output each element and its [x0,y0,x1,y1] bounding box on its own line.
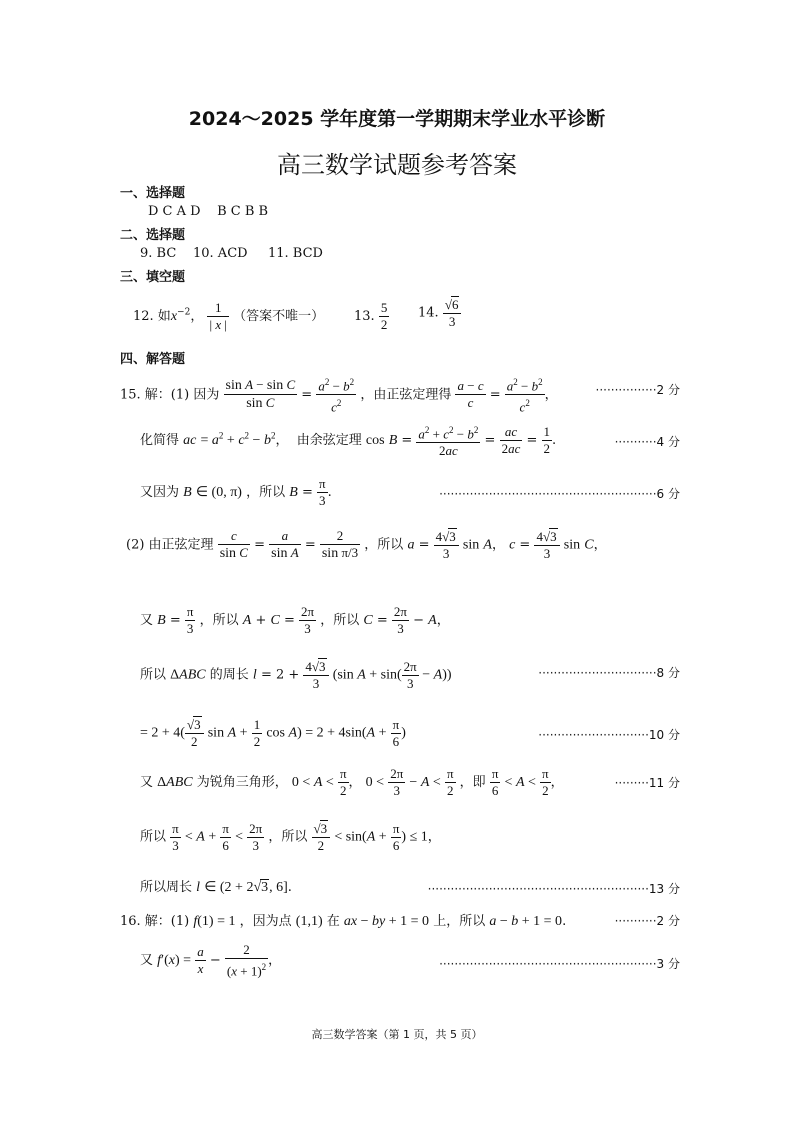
document-subtitle: 高三数学试题参考答案 [277,151,517,179]
q16-score-2: ·························································3 分 [439,957,680,971]
q15-score-7: ··························································13 分 [427,882,680,896]
q15-score-3-value: 6 分 [656,487,680,501]
q16-score-2-value: 3 分 [656,957,680,971]
q15-score-3: ·························································6 分 [439,487,680,501]
q15-line-5-text-b: ，所以 [199,613,239,628]
q15-line-2: 化简得 ac = $a^2 + c^2 - b^2$， 由余弦定理 cos B = $\frac{a^2 + c^2 - b^2}{2ac}$ = $\frac{ac}{2ac}$ = $\frac{1}{2}$ . [140,422,556,459]
answer-14: 14. $\frac{√6}{3}$ [418,296,461,330]
q15-score-6-value: 11 分 [648,776,680,790]
answer-14-label: 14. [418,305,439,321]
q15-line-5-text-a: 又 [140,613,154,628]
section-2-heading: 二、选择题 [120,228,186,243]
q15-score-5: ·····························10 分 [538,728,680,742]
q15-score-6: ·········11 分 [614,776,680,790]
q15-line-9: 所以 $\frac{\pi}{3}$ < A + $\frac{\pi}{6}$ < $\frac{2\pi}{3}$ ，所以 $\frac{√3}{2}$ < sin(A + $\frac{\pi}{6}$ ) ≤ 1， [140,820,441,853]
q15-line-5: 又 B = $\frac{\pi}{3}$ ，所以 A + C = $\frac{2\pi}{3}$ ，所以 C = $\frac{2\pi}{3}$ − A， [140,604,450,636]
page-footer: 高三数学答案（第 1 页，共 5 页） [311,1028,483,1041]
q15-score-2-value: 4 分 [656,435,680,449]
section-4-heading: 四、解答题 [120,352,186,367]
q15-line-7: = 2 + 4( $\frac{√3}{2}$ sin A + $\frac{1}{2}$ cos A) = 2 + 4sin(A + $\frac{\pi}{6}$ ) [140,716,406,749]
q15-line-6-text-a: 所以 [140,667,167,683]
answer-9: 9. BC [140,246,177,261]
q16-line-1-text-a: 16. 解：(1) [120,914,190,929]
q15-line-8-text-b: 为锐角三角形， [196,775,288,790]
q16-score-1-value: 2 分 [656,914,680,928]
q15-line-8: 又 ΔABC 为锐角三角形， 0 < A < $\frac{\pi}{2}$ ， 0 < $\frac{2\pi}{3}$ − A < $\frac{\pi}{2}$ ，即 $\frac{\pi}{6}$ < A < $\frac{\pi}{2}$ ， [140,766,564,798]
q15-score-4-value: 8 分 [656,666,680,680]
q15-line-1-text-a: 15. 解：(1) 因为 [120,387,220,403]
q15-score-4: ·······························8 分 [538,666,680,680]
q16-line-1-text-b: ，因为点 [239,914,292,929]
q15-line-4-text-a: (2) 由正弦定理 [126,537,214,553]
q15-line-2-text-b: 由余弦定理 [296,433,362,449]
q15-line-5-text-c: ，所以 [320,613,360,628]
q16-line-1-text-c: 在 [326,914,340,929]
q15-line-4: (2) 由正弦定理 $\frac{c}{\text{sin C}}$ = $\frac{a}{\text{sin A}}$ = $\frac{2}{\text{sin π/3}}$ ，所以 a = $\frac{4√3}{3}$ sin A， c = $\frac{4√3}{3}$ sin C， [126,528,607,561]
q15-line-4-text-b: ，所以 [364,537,404,553]
q15-line-8-text-a: 又 [140,775,154,790]
q15-score-2: ···········4 分 [614,435,680,449]
q15-line-10: 所以周长 l ∈ (2 + 2√3, 6]. [140,880,292,895]
q15-score-1: ················2 分 [595,383,680,397]
answer-12-note: （答案不唯一） [233,309,325,324]
q15-line-8-text-c: ，即 [459,775,486,790]
q16-line-2-text-a: 又 [140,953,154,969]
document-title: 2024～2025 学年度第一学期期末学业水平诊断 [188,108,606,130]
q15-line-3-text-b: ，所以 [246,485,286,500]
q15-line-9-text-a: 所以 [140,829,167,845]
answer-13: 13. $\frac{5}{2}$ [354,300,388,332]
answer-12-fraction: $\frac{1}{| x |}$ [209,300,227,332]
q15-line-6-text-b: 的周长 [209,667,249,683]
answer-13-label: 13. [354,309,375,324]
section-3-heading: 三、填空题 [120,270,186,285]
q16-line-2: 又 f′(x) = $\frac{a}{x}$ − $\frac{2}{(x + 1)^2}$ ， [140,942,282,979]
q15-line-9-text-b: ，所以 [268,829,308,845]
answer-12: 12. 如$x^{-2}$， $\frac{1}{| x |}$ （答案不唯一） [133,300,325,332]
q16-line-1-text-d: 上，所以 [433,914,486,929]
q15-score-1-value: 2 分 [656,383,680,397]
q15-line-6: 所以 ΔABC 的周长 l = 2 + $\frac{4√3}{3}$ (sin A + sin( $\frac{2\pi}{3}$ − A)) [140,658,452,691]
answer-11: 11. BCD [268,246,323,261]
q15-line-2-text-a: 化简得 [140,433,180,449]
q15-score-5-value: 10 分 [648,728,680,742]
q15-line-1: 15. 解：(1) 因为 $\frac{\text{sin A − sin C}}{\text{sin C}}$ = $\frac{a^2 - b^2}{c^2}$ ，由正弦定理得 $\frac{a - c}{c}$ = $\frac{a^2 - b^2}{c^2}$ ， [120,374,558,416]
section-1-heading: 一、选择题 [120,186,186,201]
answer-10: 10. ACD [193,246,248,261]
q16-line-1: 16. 解：(1) f(1) = 1 ，因为点 (1,1) 在 ax − by + 1 = 0 上，所以 a − b + 1 = 0. [120,914,567,929]
section-1-answers: D C A D B C B B [148,204,269,219]
q15-score-7-value: 13 分 [648,882,680,896]
q15-line-10-text-a: 所以周长 [140,880,193,895]
q15-line-3-text-a: 又因为 [140,485,180,500]
q15-line-1-text-b: ，由正弦定理得 [360,387,452,403]
q16-score-1: ···········2 分 [614,914,680,928]
q15-line-3: 又因为 B ∈ (0, π) ，所以 B = $\frac{\pi}{3}$ . [140,476,332,508]
answer-12-prefix: 12. 如 [133,309,171,324]
